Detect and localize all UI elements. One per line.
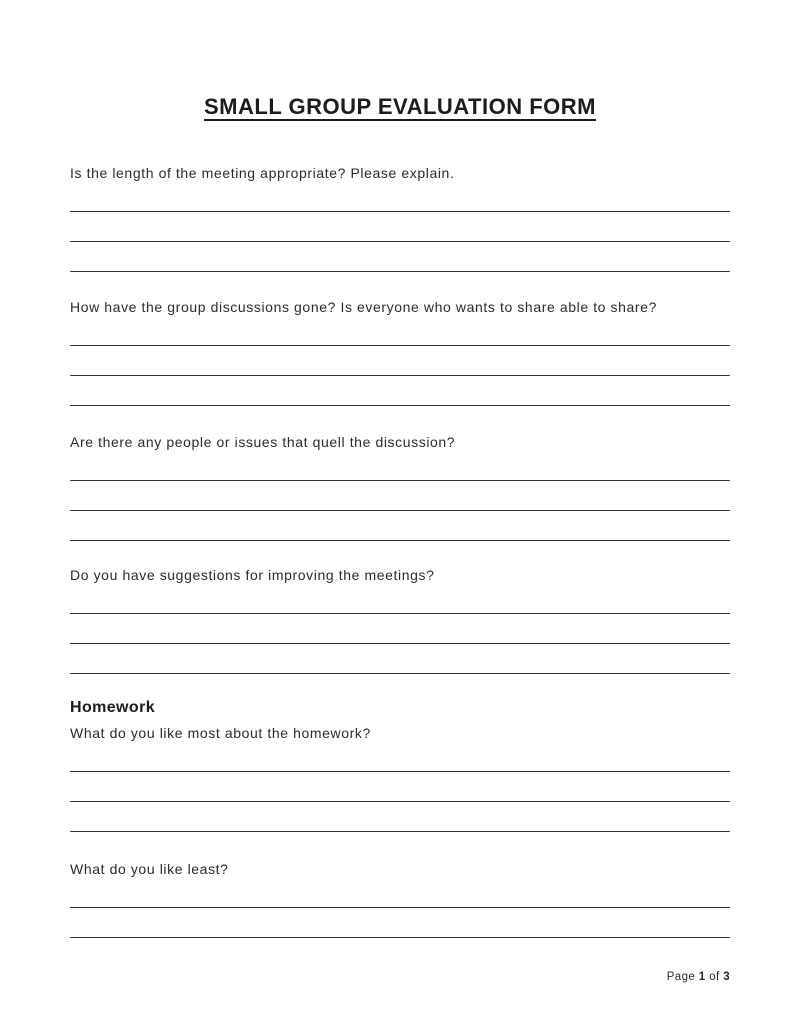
- of-label: of: [709, 971, 720, 983]
- page-number: 1: [698, 971, 706, 983]
- answer-line: [70, 451, 730, 481]
- answer-lines: [70, 742, 730, 832]
- answer-line: [70, 584, 730, 614]
- answer-lines: [70, 878, 730, 938]
- answer-line: [70, 481, 730, 511]
- answer-lines: [70, 584, 730, 674]
- page-label: Page: [666, 971, 696, 983]
- answer-line: [70, 614, 730, 644]
- question-quell-discussion: Are there any people or issues that quell the discussion?: [70, 434, 456, 450]
- answer-line: [70, 511, 730, 541]
- page-title: [70, 93, 730, 120]
- answer-line: [70, 316, 730, 346]
- question-homework-like-least: What do you like least?: [70, 861, 229, 877]
- answer-line: [70, 644, 730, 674]
- answer-lines: [70, 451, 730, 541]
- answer-line: [70, 346, 730, 376]
- answer-lines: [70, 316, 730, 406]
- answer-line: [70, 742, 730, 772]
- answer-line: [70, 878, 730, 908]
- answer-line: [70, 242, 730, 272]
- answer-line: [70, 802, 730, 832]
- answer-line: [70, 908, 730, 938]
- question-improving-meetings: Do you have suggestions for improving the meetings?: [70, 567, 435, 583]
- answer-line: [70, 376, 730, 406]
- answer-line: [70, 772, 730, 802]
- answer-line: [70, 182, 730, 212]
- homework-heading: Homework: [70, 699, 155, 716]
- question-group-discussions: How have the group discussions gone? Is everyone who wants to share able to share?: [70, 299, 657, 315]
- answer-line: [70, 212, 730, 242]
- page-title-text: SMALL GROUP EVALUATION FORM: [204, 94, 596, 119]
- question-meeting-length: Is the length of the meeting appropriate? Please explain.: [70, 165, 455, 181]
- page-footer: [667, 971, 730, 983]
- total-pages: 3: [723, 971, 730, 983]
- answer-lines: [70, 182, 730, 272]
- question-homework-like-most: What do you like most about the homework?: [70, 725, 371, 741]
